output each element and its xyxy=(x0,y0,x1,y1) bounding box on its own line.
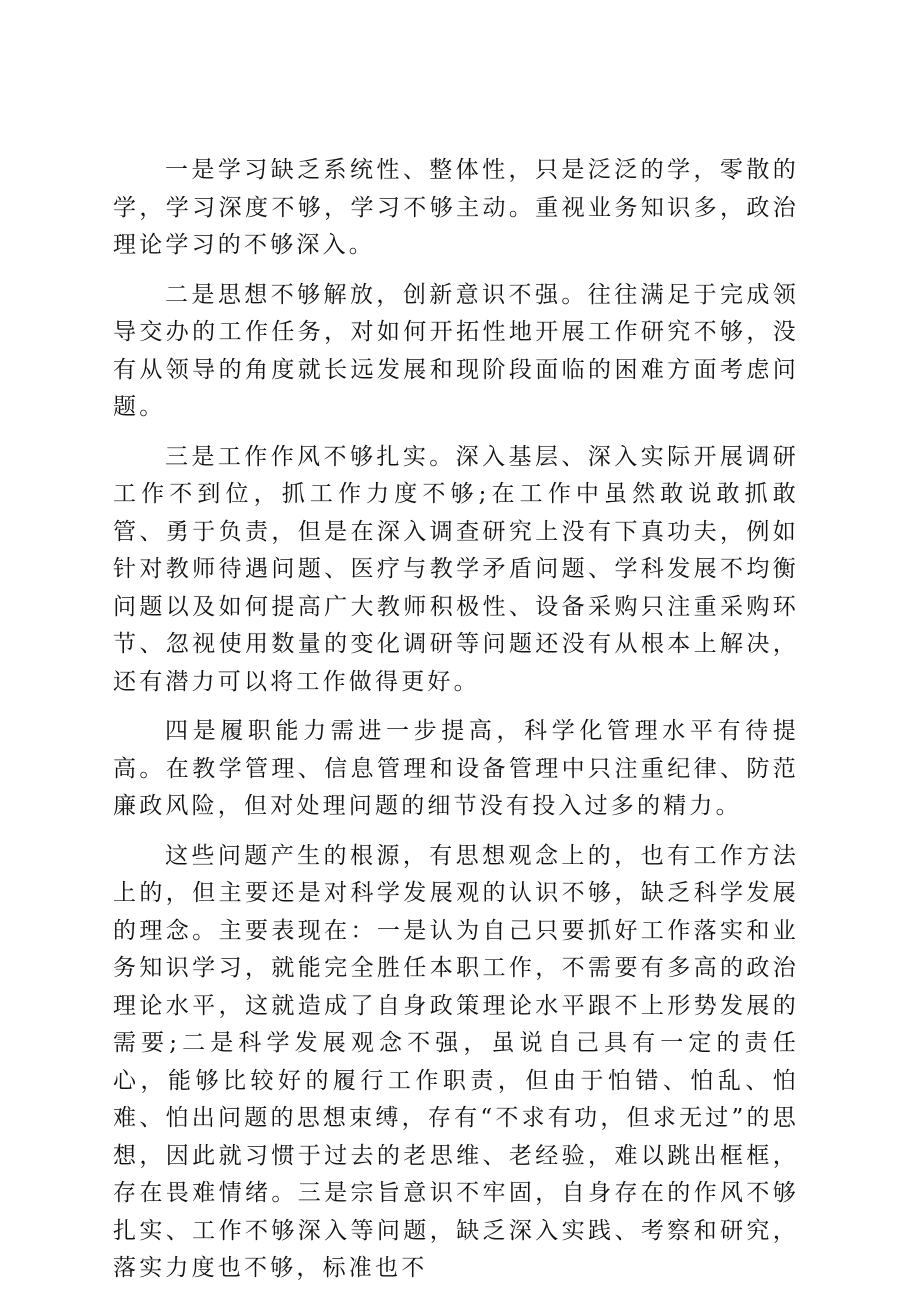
paragraph-work-style: 三是工作作风不够扎实。深入基层、深入实际开展调研工作不到位，抓工作力度不够;在工作中虽然敢说敢抓敢管、勇于负责，但是在深入调查研究上没有下真功夫，例如针对教师待遇问题、医疗与教学矛盾问题、学科发展不均衡问题以及如何提高广大教师积极性、设备采购只注重采购环节、忽视使用数量的变化调研等问题还没有从根本上解决，还有潜力可以将工作做得更好。 xyxy=(113,443,799,695)
paragraph-study: 一是学习缺乏系统性、整体性，只是泛泛的学，零散的学，学习深度不够，学习不够主动。重视业务知识多，政治理论学习的不够深入。 xyxy=(113,157,799,258)
paragraph-thinking: 二是思想不够解放，创新意识不强。往往满足于完成领导交办的工作任务，对如何开拓性地开展工作研究不够，没有从领导的角度就长远发展和现阶段面临的困难方面考虑问题。 xyxy=(113,281,799,420)
paragraph-capability: 四是履职能力需进一步提高，科学化管理水平有待提高。在教学管理、信息管理和设备管理中只注重纪律、防范廉政风险，但对处理问题的细节没有投入过多的精力。 xyxy=(113,718,799,819)
document-body xyxy=(113,152,799,1300)
paragraph-root-causes: 这些问题产生的根源，有思想观念上的，也有工作方法上的，但主要还是对科学发展观的认识不够，缺乏科学发展的理念。主要表现在：一是认为自己只要抓好工作落实和业务知识学习，就能完全胜任本职工作，不需要有多高的政治理论水平，这就造成了自身政策理论水平跟不上形势发展的需要;二是科学发展观念不强，虽说自己具有一定的责任心，能够比较好的履行工作职责，但由于怕错、怕乱、怕难、怕出问题的思想束缚，存有“不求有功，但求无过”的思想，因此就习惯于过去的老思维、老经验，难以跳出框框，存在畏难情绪。三是宗旨意识不牢固，自身存在的作风不够扎实、工作不够深入等问题，缺乏深入实践、考察和研究，落实力度也不够，标准也不 xyxy=(113,842,799,1281)
